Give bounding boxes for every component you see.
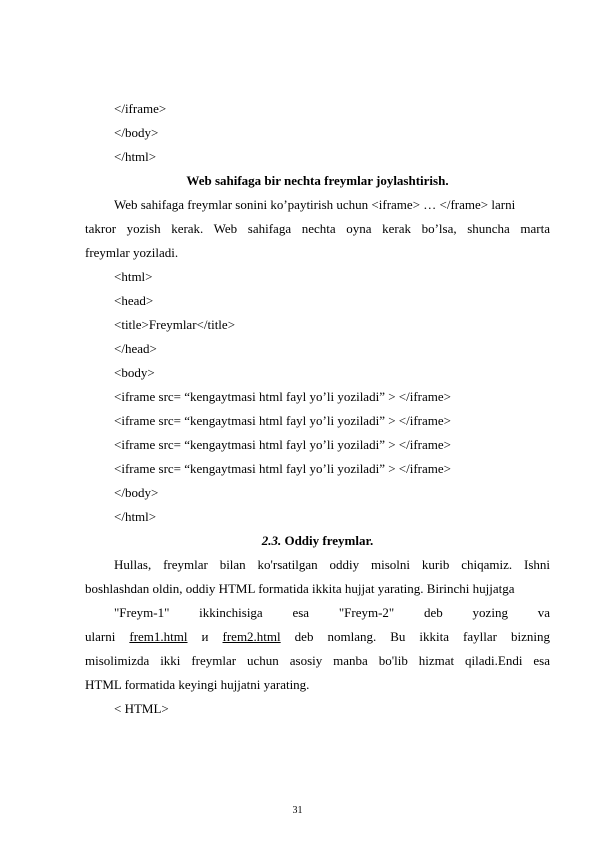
paragraph-line: Hullas, freymlar bilan ko'rsatilgan oddiy misolni kurib chiqamiz. Ishni bbox=[114, 557, 550, 572]
paragraph-line: Web sahifaga freymlar sonini ko’paytirish uchun <iframe> … </frame> larni bbox=[114, 197, 516, 212]
section-heading: Web sahifaga bir nechta freymlar joylashtirish. bbox=[186, 173, 449, 188]
code-line: </iframe> bbox=[114, 101, 167, 116]
code-line: <title>Freymlar</title> bbox=[114, 317, 236, 332]
paragraph-line: misolimizda ikki freymlar uchun asosiy manba bo'lib hizmat qiladi.Endi esa bbox=[85, 653, 550, 668]
page-number: 31 bbox=[292, 805, 303, 816]
code-line: <head> bbox=[114, 293, 154, 308]
paragraph-line: HTML formatida keyingi hujjatni yarating. bbox=[85, 677, 310, 692]
code-line: </html> bbox=[114, 509, 157, 524]
subsection-number: 2.3. bbox=[261, 533, 282, 548]
file-link-frem2[interactable]: frem2.html bbox=[222, 629, 281, 644]
code-line: <html> bbox=[114, 269, 153, 284]
paragraph-line: freymlar yoziladi. bbox=[85, 245, 179, 260]
code-line: </html> bbox=[114, 149, 157, 164]
text-run: и bbox=[187, 629, 223, 644]
code-line: </head> bbox=[114, 341, 157, 356]
subsection-heading bbox=[85, 533, 550, 549]
code-line: <iframe src= “kengaytmasi html fayl yo’li yoziladi” > </iframe> bbox=[114, 461, 451, 476]
code-line: <body> bbox=[114, 365, 155, 380]
text-run: ularni bbox=[85, 629, 130, 644]
code-line: < HTML> bbox=[114, 701, 169, 716]
code-line: <iframe src= “kengaytmasi html fayl yo’li yoziladi” > </iframe> bbox=[114, 413, 451, 428]
paragraph-line bbox=[85, 629, 550, 645]
paragraph-line: takror yozish kerak. Web sahifaga nechta oyna kerak bo’lsa, shuncha marta bbox=[85, 221, 550, 236]
code-line: </body> bbox=[114, 485, 159, 500]
file-link-frem1[interactable]: frem1.html bbox=[129, 629, 188, 644]
code-line: </body> bbox=[114, 125, 159, 140]
code-line: <iframe src= “kengaytmasi html fayl yo’li yoziladi” > </iframe> bbox=[114, 389, 451, 404]
subsection-title: Oddiy freymlar. bbox=[281, 533, 374, 548]
paragraph-line: "Freym-1" ikkinchisiga esa "Freym-2" deb yozing va bbox=[114, 605, 550, 620]
text-run: deb nomlang. Bu ikkita fayllar bizning bbox=[280, 629, 550, 644]
paragraph-line: boshlashdan oldin, oddiy HTML formatida ikkita hujjat yarating. Birinchi hujjatga bbox=[85, 581, 515, 596]
code-line: <iframe src= “kengaytmasi html fayl yo’li yoziladi” > </iframe> bbox=[114, 437, 451, 452]
